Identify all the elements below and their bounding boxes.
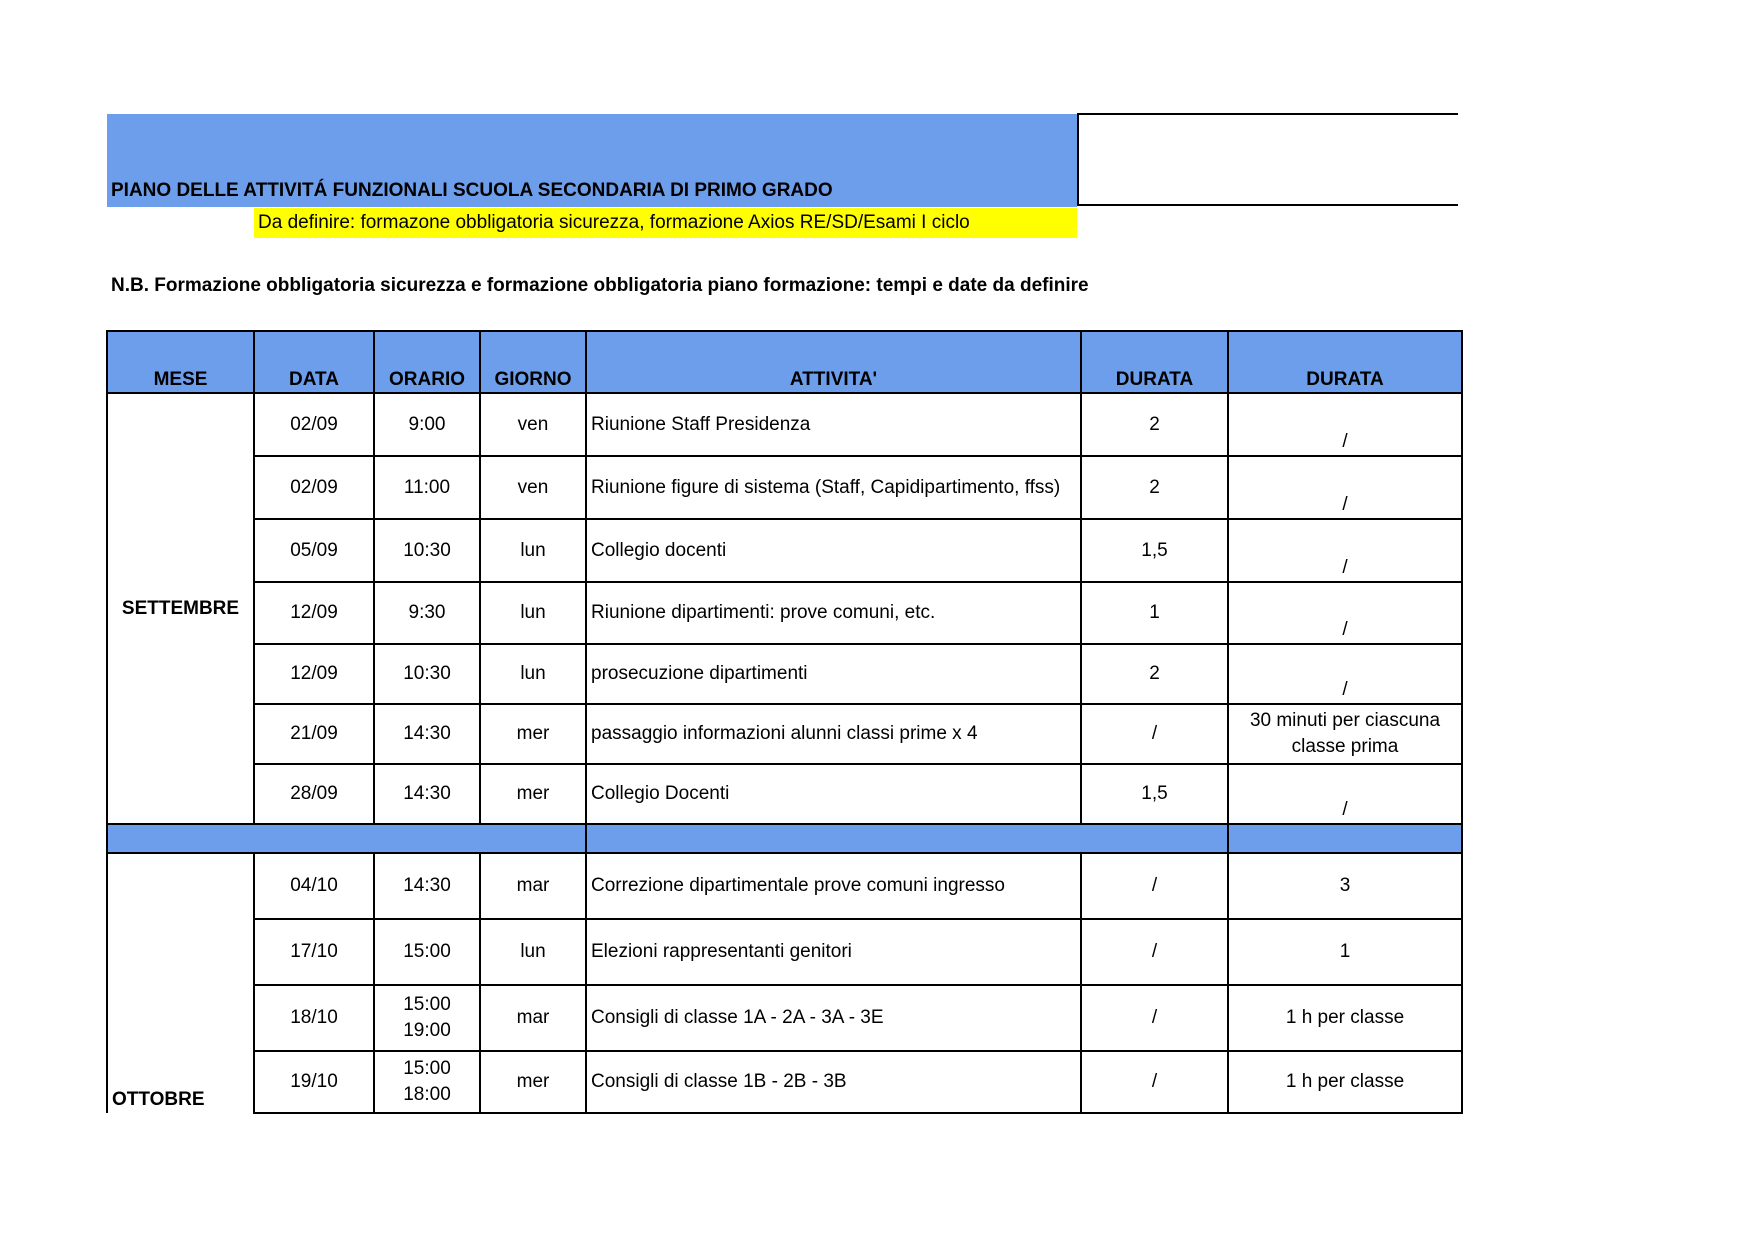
cell-durata-2: 30 minuti per ciascuna classe prima bbox=[1228, 704, 1462, 764]
table-row bbox=[107, 985, 1462, 1051]
cell-durata-2: 1 h per classe bbox=[1228, 985, 1462, 1051]
page-title: PIANO DELLE ATTIVITÁ FUNZIONALI SCUOLA SECONDARIA DI PRIMO GRADO bbox=[111, 180, 833, 201]
cell-giorno: ven bbox=[480, 393, 586, 456]
separator-cell bbox=[1228, 824, 1462, 853]
cell-giorno: lun bbox=[480, 519, 586, 582]
cell-data: 05/09 bbox=[254, 519, 374, 582]
orario-end: 19:00 bbox=[403, 1020, 451, 1041]
table-row bbox=[107, 582, 1462, 644]
table-row bbox=[107, 1051, 1462, 1113]
cell-giorno: mar bbox=[480, 985, 586, 1051]
side-box bbox=[1077, 113, 1458, 206]
separator-cell bbox=[107, 824, 586, 853]
cell-orario: 10:30 bbox=[374, 644, 480, 704]
cell-durata-2: 1 h per classe bbox=[1228, 1051, 1462, 1113]
cell-attivita: passaggio informazioni alunni classi prime x 4 bbox=[586, 704, 1081, 764]
cell-orario: 10:30 bbox=[374, 519, 480, 582]
cell-durata: 1,5 bbox=[1081, 519, 1228, 582]
cell-orario: 9:00 bbox=[374, 393, 480, 456]
cell-data: 19/10 bbox=[254, 1051, 374, 1113]
orario-start: 15:00 bbox=[403, 1058, 451, 1079]
cell-durata: 2 bbox=[1081, 393, 1228, 456]
title-band bbox=[107, 114, 1077, 207]
cell-durata-2: / bbox=[1228, 644, 1462, 704]
cell-attivita: Consigli di classe 1A - 2A - 3A - 3E bbox=[586, 985, 1081, 1051]
cell-attivita: Elezioni rappresentanti genitori bbox=[586, 919, 1081, 985]
cell-giorno: lun bbox=[480, 919, 586, 985]
col-durata-2: DURATA bbox=[1228, 331, 1462, 393]
table-row bbox=[107, 919, 1462, 985]
cell-giorno: lun bbox=[480, 644, 586, 704]
highlight-note: Da definire: formazone obbligatoria sicurezza, formazione Axios RE/SD/Esami I ciclo bbox=[254, 208, 1077, 238]
col-giorno: GIORNO bbox=[480, 331, 586, 393]
cell-attivita: Consigli di classe 1B - 2B - 3B bbox=[586, 1051, 1081, 1113]
cell-durata: / bbox=[1081, 985, 1228, 1051]
col-mese: MESE bbox=[107, 331, 254, 393]
cell-durata-2: / bbox=[1228, 519, 1462, 582]
col-orario: ORARIO bbox=[374, 331, 480, 393]
cell-durata-2: 3 bbox=[1228, 853, 1462, 919]
table-header-row bbox=[107, 331, 1462, 393]
cell-durata: 1 bbox=[1081, 582, 1228, 644]
table-row bbox=[107, 644, 1462, 704]
cell-durata: / bbox=[1081, 919, 1228, 985]
cell-data: 18/10 bbox=[254, 985, 374, 1051]
cell-orario: 9:30 bbox=[374, 582, 480, 644]
cell-giorno: mer bbox=[480, 1051, 586, 1113]
cell-durata: 1,5 bbox=[1081, 764, 1228, 824]
table-row bbox=[107, 704, 1462, 764]
table-row bbox=[107, 853, 1462, 919]
cell-durata-2: 1 bbox=[1228, 919, 1462, 985]
cell-durata: / bbox=[1081, 853, 1228, 919]
cell-attivita: prosecuzione dipartimenti bbox=[586, 644, 1081, 704]
cell-durata: 2 bbox=[1081, 644, 1228, 704]
month-ottobre: OTTOBRE bbox=[107, 853, 254, 1113]
table-row bbox=[107, 393, 1462, 456]
col-durata: DURATA bbox=[1081, 331, 1228, 393]
month-settembre: SETTEMBRE bbox=[107, 393, 254, 824]
cell-data: 02/09 bbox=[254, 456, 374, 519]
table-row bbox=[107, 764, 1462, 824]
table-row bbox=[107, 519, 1462, 582]
cell-giorno: ven bbox=[480, 456, 586, 519]
activity-table bbox=[106, 330, 1463, 1114]
cell-attivita: Riunione Staff Presidenza bbox=[586, 393, 1081, 456]
cell-orario: 11:00 bbox=[374, 456, 480, 519]
cell-giorno: mer bbox=[480, 764, 586, 824]
cell-attivita: Collegio docenti bbox=[586, 519, 1081, 582]
table-row bbox=[107, 456, 1462, 519]
cell-data: 12/09 bbox=[254, 582, 374, 644]
col-data: DATA bbox=[254, 331, 374, 393]
cell-orario: 14:30 bbox=[374, 704, 480, 764]
cell-data: 17/10 bbox=[254, 919, 374, 985]
cell-durata: / bbox=[1081, 1051, 1228, 1113]
cell-orario bbox=[374, 1051, 480, 1113]
cell-attivita: Correzione dipartimentale prove comuni ingresso bbox=[586, 853, 1081, 919]
cell-attivita: Collegio Docenti bbox=[586, 764, 1081, 824]
cell-durata-2: / bbox=[1228, 764, 1462, 824]
cell-giorno: mer bbox=[480, 704, 586, 764]
cell-data: 02/09 bbox=[254, 393, 374, 456]
cell-data: 04/10 bbox=[254, 853, 374, 919]
separator-cell bbox=[586, 824, 1228, 853]
cell-orario bbox=[374, 985, 480, 1051]
cell-attivita: Riunione figure di sistema (Staff, Capidipartimento, ffss) bbox=[586, 456, 1081, 519]
cell-orario: 14:30 bbox=[374, 853, 480, 919]
cell-data: 21/09 bbox=[254, 704, 374, 764]
cell-orario: 15:00 bbox=[374, 919, 480, 985]
cell-data: 28/09 bbox=[254, 764, 374, 824]
col-attivita: ATTIVITA' bbox=[586, 331, 1081, 393]
orario-end: 18:00 bbox=[403, 1084, 451, 1105]
cell-giorno: mar bbox=[480, 853, 586, 919]
nb-note: N.B. Formazione obbligatoria sicurezza e formazione obbligatoria piano formazione: tempi e date da definire bbox=[111, 275, 1089, 296]
cell-giorno: lun bbox=[480, 582, 586, 644]
cell-durata-2: / bbox=[1228, 393, 1462, 456]
orario-start: 15:00 bbox=[403, 994, 451, 1015]
cell-durata-2: / bbox=[1228, 456, 1462, 519]
cell-orario: 14:30 bbox=[374, 764, 480, 824]
cell-durata-2: / bbox=[1228, 582, 1462, 644]
cell-attivita: Riunione dipartimenti: prove comuni, etc. bbox=[586, 582, 1081, 644]
separator-row bbox=[107, 824, 1462, 853]
cell-data: 12/09 bbox=[254, 644, 374, 704]
cell-durata: / bbox=[1081, 704, 1228, 764]
cell-durata: 2 bbox=[1081, 456, 1228, 519]
